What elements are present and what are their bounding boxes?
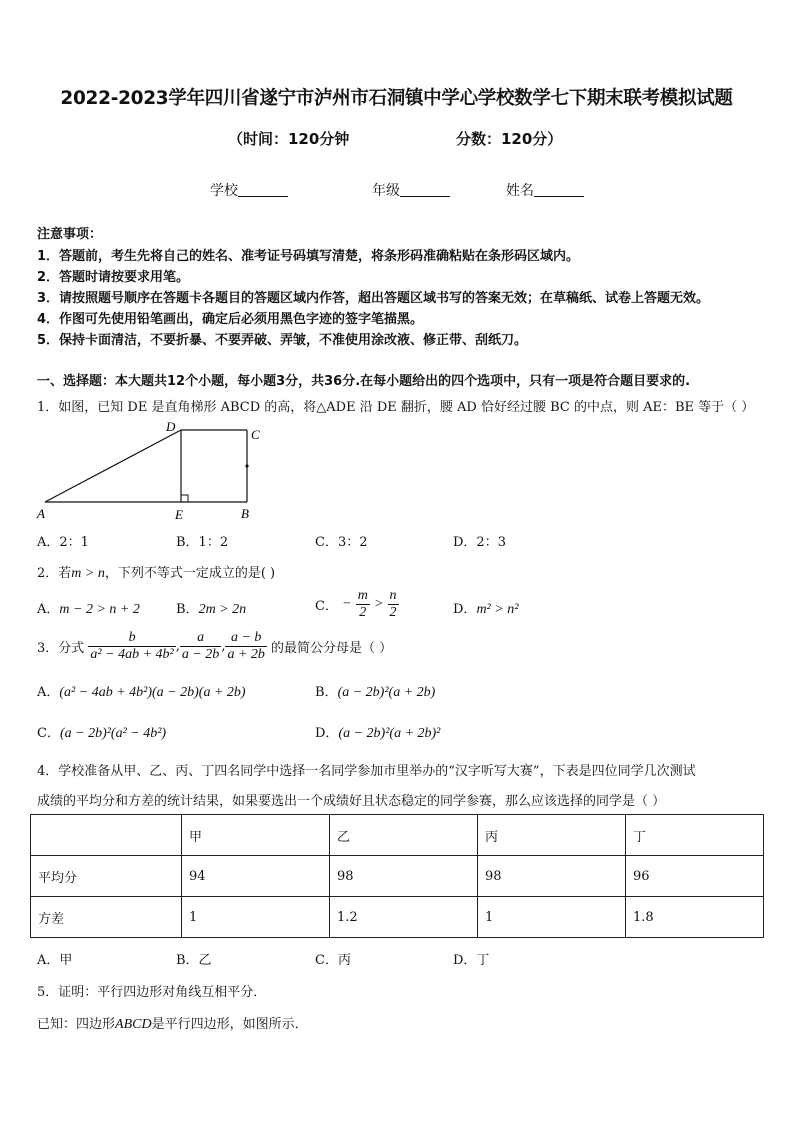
label-b: B — [241, 506, 249, 521]
q3-suffix: 的最简公分母是（ ） — [271, 641, 393, 656]
q1-option-b: B．1：2 — [176, 535, 229, 550]
question-5-given — [37, 1013, 308, 1033]
grade-field — [372, 180, 450, 200]
grade-blank — [400, 182, 450, 197]
table-cell: 1.8 — [626, 897, 764, 938]
greater-sign: > — [373, 596, 384, 612]
numerator: a — [180, 630, 221, 647]
fraction-1 — [88, 630, 175, 663]
table-cell: 方差 — [31, 897, 182, 938]
option-label: B． — [315, 685, 338, 700]
denominator: a² − 4ab + 4b² — [90, 647, 174, 662]
q2-option-d — [453, 598, 518, 618]
grade-label: 年级 — [372, 183, 400, 199]
exam-score: 分数：120分） — [456, 130, 563, 148]
table-cell: 平均分 — [31, 856, 182, 897]
table-cell: 96 — [626, 856, 764, 897]
q3-option-d — [315, 722, 440, 742]
section-heading: 一、选择题：本大题共12个小题，每小题3分，共36分.在每小题给出的四个选项中，只有一项是符合题目要求的. — [37, 374, 691, 389]
table-cell: 1 — [182, 897, 330, 938]
q3-prefix: 3．分式 — [37, 641, 85, 656]
table-cell: 98 — [330, 856, 478, 897]
q4-option-d: D．丁 — [453, 953, 490, 968]
option-expression: (a − 2b)²(a + 2b) — [337, 685, 436, 700]
right-angle-mark — [181, 495, 188, 502]
option-expression: m² > n² — [476, 602, 519, 617]
numerator: m — [357, 588, 368, 603]
q4-option-c: C．丙 — [315, 953, 351, 968]
label-d: D — [166, 419, 176, 434]
note-item: 2．答题时请按要求用笔。 — [37, 270, 190, 285]
denominator: 2 — [389, 605, 397, 620]
question-4-stem-line1: 4．学校准备从甲、乙、丙、丁四名同学中选择一名同学参加市里举办的“汉字听写大赛”，下表是四位同学几次测试 — [37, 764, 696, 779]
table-cell: 1.2 — [330, 897, 478, 938]
q1-option-d: D．2：3 — [453, 535, 506, 550]
option-label: C． — [37, 726, 60, 741]
given-variable: ABCD — [115, 1017, 152, 1032]
denominator: a − 2b — [181, 647, 220, 662]
question-1-stem: 1．如图，已知 DE 是直角梯形 ABCD 的高，将△ADE 沿 DE 翻折，腰 AD 恰好经过腰 BC 的中点，则 AE：BE 等于（ ） — [37, 400, 755, 415]
q4-option-a: A．甲 — [37, 953, 73, 968]
option-expression: 2m > 2n — [198, 602, 247, 617]
table-row — [31, 856, 764, 897]
option-label: A． — [37, 602, 60, 617]
option-label: D． — [453, 602, 477, 617]
option-label: B． — [176, 602, 199, 617]
given-prefix: 已知：四边形 — [37, 1017, 116, 1032]
option-expression: m − 2 > n + 2 — [59, 602, 140, 617]
option-label: C． — [315, 599, 338, 614]
school-field — [210, 180, 288, 200]
label-c: C — [251, 427, 260, 442]
option-label: A． — [37, 685, 60, 700]
option-expression: (a − 2b)²(a + 2b)² — [338, 726, 441, 741]
numerator: n — [389, 588, 397, 603]
table-cell: 98 — [478, 856, 626, 897]
option-label: D． — [315, 726, 339, 741]
note-item: 5．保持卡面清洁，不要折暴、不要弄破、弄皱，不准使用涂改液、修正带、刮纸刀。 — [37, 333, 528, 348]
fraction-n-over-2 — [388, 588, 399, 621]
comma: , — [175, 639, 180, 654]
q1-option-a: A．2：1 — [37, 535, 89, 550]
table-cell: 丁 — [626, 815, 764, 856]
note-item: 3．请按照题号顺序在答题卡各题目的答题区域内作答，超出答题区域书写的答案无效；在草稿纸、试卷上答题无效。 — [37, 291, 710, 306]
table-cell: 1 — [478, 897, 626, 938]
name-label: 姓名 — [506, 183, 534, 199]
notes-heading: 注意事项： — [37, 227, 103, 242]
q2-option-a — [37, 598, 140, 618]
denominator: a + 2b — [227, 647, 265, 662]
fraction-m-over-2 — [356, 588, 370, 621]
name-blank — [534, 182, 584, 197]
q2-prefix: 2．若 — [37, 566, 72, 581]
table-cell: 甲 — [182, 815, 330, 856]
table-row — [31, 897, 764, 938]
q3-option-b — [315, 681, 435, 701]
segment-ad — [45, 430, 181, 502]
question-5-stem: 5．证明：平行四边形对角线互相平分． — [37, 985, 267, 1000]
q2-suffix: ，下列不等式一定成立的是( ) — [104, 566, 276, 581]
trapezoid-figure — [34, 418, 274, 523]
label-a: A — [37, 506, 45, 521]
note-item: 4．作图可先使用铅笔画出，确定后必须用黑色字迹的签字笔描黑。 — [37, 312, 424, 327]
q3-option-a — [37, 681, 246, 701]
q3-option-c — [37, 722, 166, 742]
option-expression: (a − 2b)²(a² − 4b²) — [59, 726, 167, 741]
numerator: b — [88, 630, 175, 647]
name-field — [506, 180, 584, 200]
table-cell: 丙 — [478, 815, 626, 856]
table-header-row — [31, 815, 764, 856]
numerator: a − b — [225, 630, 266, 647]
fraction-2 — [180, 630, 221, 663]
fraction-3 — [225, 630, 266, 663]
label-e: E — [175, 507, 183, 522]
minus-sign: − — [342, 596, 352, 612]
score-table — [30, 814, 764, 938]
question-4-stem-line2: 成绩的平均分和方差的统计结果，如果要选出一个成绩好且状态稳定的同学参赛，那么应该选择的同学是（ ） — [37, 794, 666, 809]
q2-option-c — [315, 588, 399, 621]
denominator: 2 — [359, 605, 367, 620]
q2-option-b — [176, 598, 246, 618]
given-suffix: 是平行四边形，如图所示． — [151, 1017, 308, 1032]
comma: , — [221, 639, 226, 654]
page-title: 2022-2023学年四川省遂宁市泸州市石洞镇中学心学校数学七下期末联考模拟试题 — [60, 88, 733, 109]
table-cell: 乙 — [330, 815, 478, 856]
exam-time: （时间：120分钟 — [228, 130, 350, 148]
question-3-stem — [37, 630, 392, 663]
question-2-stem — [37, 562, 275, 582]
q2-condition: m > n — [71, 566, 105, 581]
option-expression: (a² − 4ab + 4b²)(a − 2b)(a + 2b) — [59, 685, 246, 700]
school-blank — [238, 182, 288, 197]
table-cell: 94 — [182, 856, 330, 897]
table-cell — [31, 815, 182, 856]
q4-option-b: B．乙 — [176, 953, 212, 968]
midpoint-dot — [245, 464, 248, 467]
note-item: 1．答题前，考生先将自己的姓名、准考证号码填写清楚，将条形码准确粘贴在条形码区域内。 — [37, 249, 580, 264]
school-label: 学校 — [210, 183, 238, 199]
q1-option-c: C．3：2 — [315, 535, 368, 550]
